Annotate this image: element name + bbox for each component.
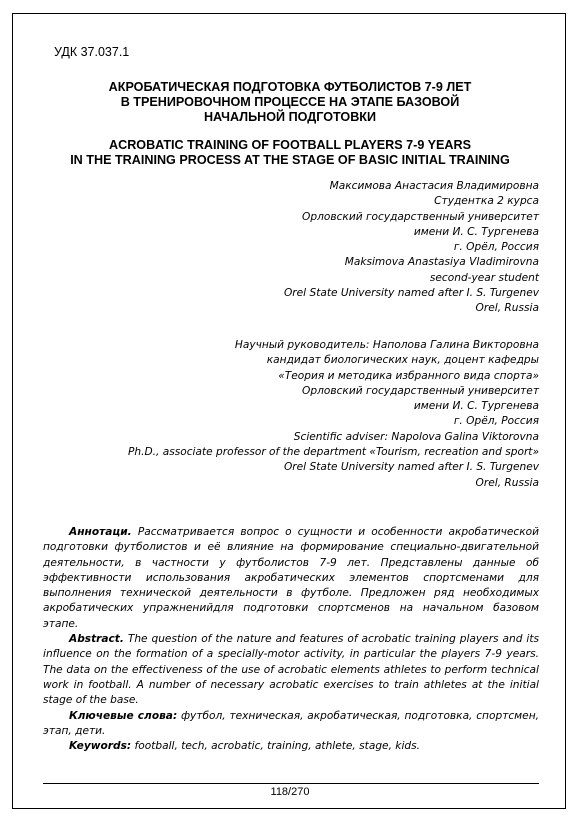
author-line: Orel, Russia (475, 302, 539, 315)
author-line: Орловский государственный университет (302, 210, 539, 223)
title-ru-line: НАЧАЛЬНОЙ ПОДГОТОВКИ (203, 110, 377, 124)
author-line: second-year student (429, 271, 539, 284)
keywords-en-text: football, tech, acrobatic, training, athlete, stage, kids. (131, 740, 420, 753)
author-line: г. Орёл, Россия (453, 241, 539, 254)
author-info (284, 179, 539, 317)
abstract-en-text: The question of the nature and features of acrobatic training players and its influence on the formation of a specially-motor activity, in particular the players 7-9 years. The data on the effectiveness of the use of acrobatic elements athletes to perform technical work in football. A number of necessary acrobatic exercises to train athletes at the initial stage of the base. (43, 633, 539, 707)
title-russian (40, 80, 540, 125)
author-line: Orel State University named after I. S. Turgenev (283, 287, 539, 300)
adviser-line: имени И. С. Тургенева (413, 400, 539, 413)
author-line: Студентка 2 курса (434, 195, 539, 208)
abstract-ru-text: Рассматривается вопрос о сущности и особенности акробатической подготовки футболистов и её влияние на формирование специально-двигательной деятельности, в частности у футболистов 7-9 лет. Представлены данные об эффективности использования акробатических элементов спортсменами для выполнения технической деятельности в футболе. Предложен ряд необходимых акробатических упражненийдля подготовки спортсменов на начальном базовом этапе. (43, 526, 539, 630)
abstract-ru (43, 525, 539, 632)
abstract-ru-label: Аннотаци. (69, 526, 132, 538)
author-line: Maksimova Anastasiya Vladimirovna (344, 256, 539, 269)
author-line: имени И. С. Тургенева (413, 225, 539, 238)
footer-divider (43, 783, 539, 784)
adviser-line: «Теория и методика избранного вида спорта» (278, 369, 539, 382)
adviser-line: Scientific adviser: Napolova Galina Viktorovna (293, 430, 539, 443)
adviser-line: Orel State University named after I. S. Turgenev (283, 461, 539, 474)
abstract-en (43, 632, 539, 708)
title-en-line: IN THE TRAINING PROCESS AT THE STAGE OF BASIC INITIAL TRAINING (70, 153, 510, 167)
adviser-line: Орловский государственный университет (302, 384, 539, 397)
author-line: Максимова Анастасия Владимировна (329, 180, 539, 192)
title-ru-line: АКРОБАТИЧЕСКАЯ ПОДГОТОВКА ФУТБОЛИСТОВ 7-9 ЛЕТ (108, 80, 472, 94)
adviser-line: Научный руководитель: Наполова Галина Викторовна (234, 339, 539, 351)
keywords-ru (43, 709, 539, 740)
adviser-line: кандидат биологических наук, доцент кафедры (266, 354, 539, 367)
keywords-en-label: Keywords: (69, 740, 132, 753)
title-ru-line: В ТРЕНИРОВОЧНОМ ПРОЦЕССЕ НА ЭТАПЕ БАЗОВОЙ (120, 95, 460, 109)
title-en-line: ACROBATIC TRAINING OF FOOTBALL PLAYERS 7-9 YEARS (109, 138, 471, 152)
adviser-line: Orel, Russia (475, 476, 539, 489)
adviser-line: Ph.D., associate professor of the department «Tourism, recreation and sport» (127, 446, 539, 459)
keywords-en (43, 739, 539, 754)
adviser-line: г. Орёл, Россия (453, 415, 539, 428)
keywords-ru-label: Ключевые слова: (69, 709, 178, 722)
title-english (40, 138, 540, 168)
udk-code: УДК 37.037.1 (54, 45, 130, 59)
page-number: 118/270 (270, 786, 310, 798)
abstract-en-label: Abstract. (69, 633, 124, 646)
keywords-ru-text: футбол, техническая, акробатическая, подготовка, спортсмен, этап, дети. (43, 709, 539, 737)
adviser-info (128, 338, 539, 491)
abstract-section (43, 525, 539, 754)
